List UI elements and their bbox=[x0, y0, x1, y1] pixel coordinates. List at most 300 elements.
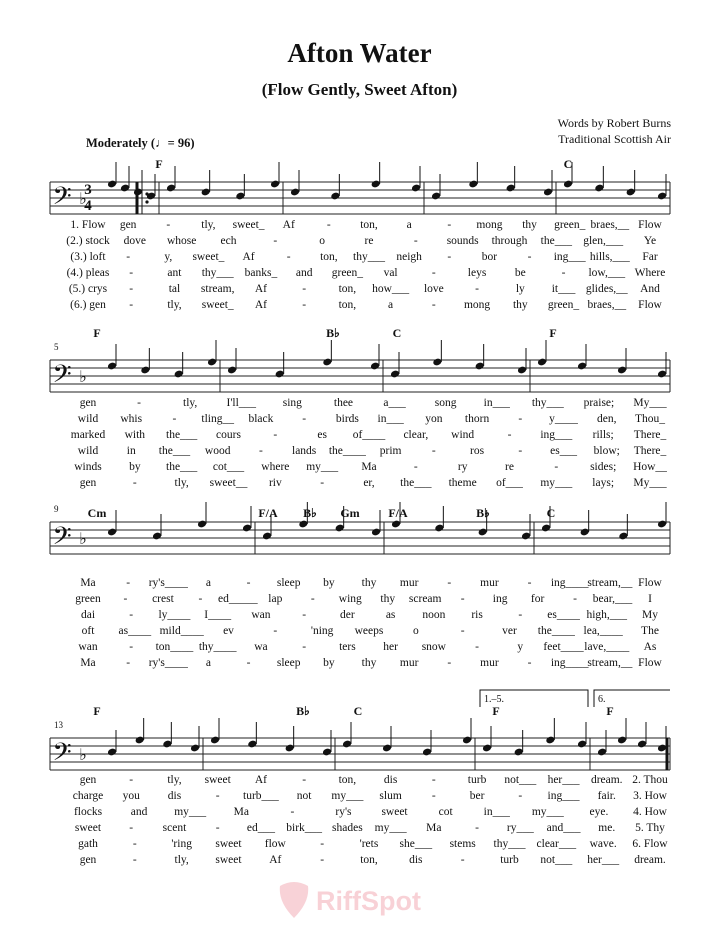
lyric-syllable: I bbox=[648, 593, 652, 605]
lyric-syllable: love bbox=[423, 283, 444, 295]
lyric-syllable: - bbox=[123, 593, 128, 605]
lyric-syllable: not___ bbox=[504, 774, 537, 786]
lyric-syllable: - bbox=[129, 609, 134, 621]
lyric-syllable: turb___ bbox=[243, 790, 279, 802]
lyric-syllable: - bbox=[129, 822, 134, 834]
lyric-syllable: sleep bbox=[276, 577, 301, 589]
lyric-syllable: my___ bbox=[174, 806, 207, 818]
lyric-syllable: the___ bbox=[400, 477, 432, 489]
lyric-syllable: - bbox=[554, 461, 559, 473]
lyric-syllable: y____ bbox=[549, 413, 578, 425]
lyric-syllable: - bbox=[129, 774, 134, 786]
lyric-syllable: sweet_ bbox=[192, 251, 225, 263]
lyric-syllable: birds bbox=[335, 413, 359, 425]
lyric-syllable: - bbox=[166, 219, 171, 231]
lyric-syllable: leys bbox=[467, 267, 487, 279]
bass-clef-icon: 𝄢 bbox=[52, 361, 72, 394]
lyric-syllable: the____ bbox=[328, 445, 366, 457]
lyric-syllable: not___ bbox=[540, 854, 573, 866]
lyric-syllable: - bbox=[137, 397, 142, 409]
lyric-syllable: lave,____ bbox=[584, 641, 630, 653]
chord-symbol: C bbox=[392, 326, 402, 340]
lyric-syllable: stream,__ bbox=[587, 657, 633, 669]
chord-symbol: Gm bbox=[340, 506, 360, 520]
lyric-syllable: bear,___ bbox=[592, 593, 633, 605]
lyric-syllable: hills,___ bbox=[589, 251, 630, 263]
lyric-syllable: es___ bbox=[550, 445, 577, 457]
lyric-syllable: whose bbox=[166, 235, 197, 247]
lyric-syllable: Ye bbox=[643, 235, 657, 247]
lyric-syllable: bor bbox=[481, 251, 498, 263]
lyric-syllable: gen bbox=[119, 219, 137, 231]
lyric-syllable: ev bbox=[223, 625, 234, 637]
lyric-syllable: - bbox=[475, 283, 479, 295]
lyric-syllable: stream,__ bbox=[587, 577, 633, 589]
lyric-syllable: - bbox=[129, 641, 134, 653]
flat-key-signature-icon: ♭ bbox=[79, 191, 87, 208]
lyric-syllable: her___ bbox=[547, 774, 580, 786]
lyric-syllable: val bbox=[383, 267, 398, 279]
lyric-syllable: clear___ bbox=[536, 838, 577, 850]
watermark-text: RiffSpot bbox=[316, 886, 421, 916]
lyric-syllable: my___ bbox=[374, 822, 407, 834]
repeat-dot bbox=[145, 192, 148, 195]
lyric-syllable: cot bbox=[438, 806, 453, 818]
lyric-syllable: thy___ bbox=[353, 251, 385, 263]
lyric-syllable: and___ bbox=[546, 822, 581, 834]
lyric-syllable: dream. bbox=[634, 854, 666, 866]
lyric-syllable: - bbox=[431, 774, 436, 786]
lyric-syllable: prim bbox=[379, 445, 402, 457]
lyric-syllable: - bbox=[431, 445, 436, 457]
lyric-syllable: sides; bbox=[590, 461, 617, 473]
lyric-syllable: (6.) gen bbox=[70, 299, 106, 311]
lyric-syllable: for bbox=[530, 593, 545, 605]
lyric-syllable: ech bbox=[220, 235, 237, 247]
lyric-syllable: mur bbox=[399, 577, 419, 589]
lyric-syllable: - bbox=[475, 641, 479, 653]
lyric-syllable: ing___ bbox=[540, 429, 573, 441]
lyric-syllable: sweet bbox=[74, 822, 102, 834]
lyric-syllable: sweet__ bbox=[209, 477, 248, 489]
lyric-syllable: gen bbox=[79, 774, 97, 786]
lyric-syllable: - bbox=[198, 593, 203, 605]
tempo-marking: Moderately (♩= 96) bbox=[86, 136, 195, 150]
lyric-syllable: thy bbox=[380, 593, 396, 605]
lyric-syllable: mild____ bbox=[159, 625, 204, 637]
measure-number: 13 bbox=[54, 720, 63, 730]
lyric-syllable: wild bbox=[77, 413, 99, 425]
chord-symbol: F/A bbox=[258, 506, 278, 520]
lyric-syllable: - bbox=[302, 413, 307, 425]
lyric-syllable: tling__ bbox=[201, 413, 234, 425]
lyric-syllable: Af bbox=[269, 854, 282, 866]
lyric-syllable: - bbox=[126, 251, 131, 263]
lyric-syllable: - bbox=[302, 641, 307, 653]
lyric-syllable: - bbox=[126, 577, 131, 589]
lyric-syllable: flow bbox=[264, 838, 286, 850]
lyric-syllable: lays; bbox=[592, 477, 615, 489]
lyric-syllable: - bbox=[573, 593, 577, 605]
lyric-syllable: glides,__ bbox=[585, 283, 628, 295]
lyric-syllable: es bbox=[317, 429, 327, 441]
lyric-syllable: a bbox=[388, 299, 394, 311]
chord-symbol: F bbox=[492, 704, 500, 718]
lyric-syllable: yon bbox=[425, 413, 443, 425]
lyric-syllable: noon bbox=[422, 609, 446, 621]
lyric-syllable: ton, bbox=[338, 774, 357, 786]
lyric-syllable: feet____ bbox=[543, 641, 584, 653]
lyric-syllable: ly bbox=[515, 283, 525, 295]
lyric-syllable: in bbox=[126, 445, 136, 457]
lyric-syllable: ry's____ bbox=[148, 657, 188, 669]
chord-symbol: C bbox=[546, 506, 556, 520]
measure-number: 5 bbox=[54, 342, 59, 352]
lyric-syllable: weeps bbox=[354, 625, 384, 637]
lyric-syllable: - bbox=[447, 577, 452, 589]
lyric-syllable: in___ bbox=[483, 806, 510, 818]
lyric-syllable: a bbox=[205, 657, 211, 669]
lyric-syllable: - bbox=[507, 429, 512, 441]
song-subtitle: (Flow Gently, Sweet Afton) bbox=[261, 80, 458, 99]
lyric-syllable: how___ bbox=[372, 283, 410, 295]
lyric-syllable: den, bbox=[597, 413, 617, 425]
lyric-syllable: braes,__ bbox=[590, 219, 630, 231]
lyric-syllable: low,___ bbox=[588, 267, 626, 279]
lyric-syllable: My___ bbox=[633, 397, 667, 409]
lyric-syllable: - bbox=[215, 822, 220, 834]
lyric-syllable: - bbox=[310, 593, 315, 605]
lyric-syllable: ing bbox=[492, 593, 508, 605]
lyric-syllable: scream bbox=[408, 593, 442, 605]
lyric-syllable: o bbox=[412, 625, 419, 637]
lyric-syllable: - bbox=[259, 445, 263, 457]
measure-number: 9 bbox=[54, 504, 59, 514]
song-title: Afton Water bbox=[287, 38, 432, 68]
lyric-syllable: my___ bbox=[540, 477, 573, 489]
lyric-syllable: neigh bbox=[396, 251, 422, 263]
lyric-syllable: lea,____ bbox=[583, 625, 623, 637]
lyric-syllable: Ma bbox=[233, 806, 249, 818]
lyric-syllable: tal bbox=[168, 283, 181, 295]
lyric-syllable: by bbox=[323, 577, 335, 589]
lyric-syllable: thorn bbox=[464, 413, 490, 425]
lyric-syllable: ry bbox=[457, 461, 468, 473]
lyric-syllable: green_ bbox=[331, 267, 364, 279]
lyric-syllable: lands bbox=[292, 445, 317, 457]
lyric-syllable: 1. Flow bbox=[70, 219, 106, 231]
lyric-syllable: - bbox=[527, 657, 532, 669]
lyric-syllable: - bbox=[129, 283, 134, 295]
lyric-syllable: - bbox=[320, 854, 325, 866]
lyric-syllable: - bbox=[302, 609, 307, 621]
lyric-syllable: braes,__ bbox=[587, 299, 627, 311]
chord-symbol: C bbox=[353, 704, 363, 718]
lyric-syllable: (2.) stock bbox=[66, 235, 110, 247]
lyric-syllable: - bbox=[273, 235, 278, 247]
lyric-syllable: Where bbox=[634, 267, 666, 279]
lyric-syllable: she___ bbox=[399, 838, 433, 850]
lyric-syllable: a bbox=[205, 577, 211, 589]
lyric-syllable: - bbox=[447, 219, 452, 231]
lyric-syllable: - bbox=[518, 790, 523, 802]
lyric-syllable: with bbox=[124, 429, 146, 441]
lyric-syllable: - bbox=[129, 299, 134, 311]
lyric-syllable: my___ bbox=[331, 790, 364, 802]
lyric-syllable: o bbox=[319, 235, 326, 247]
lyric-syllable: snow bbox=[421, 641, 446, 653]
lyric-syllable: Far bbox=[642, 251, 658, 263]
lyric-syllable: in___ bbox=[377, 413, 404, 425]
lyric-syllable: mong bbox=[463, 299, 491, 311]
lyric-syllable: ing____ bbox=[550, 657, 589, 669]
time-signature-top: 3 bbox=[84, 182, 92, 198]
lyric-syllable: sweet_ bbox=[232, 219, 265, 231]
lyric-syllable: (5.) crys bbox=[68, 283, 108, 295]
lyric-syllable: turb bbox=[500, 854, 519, 866]
lyric-syllable: - bbox=[431, 790, 436, 802]
chord-symbol: B♭ bbox=[303, 506, 317, 520]
lyric-syllable: - bbox=[475, 822, 479, 834]
lyric-syllable: the___ bbox=[158, 445, 191, 457]
lyric-syllable: by bbox=[323, 657, 335, 669]
lyric-syllable: a bbox=[406, 219, 412, 231]
lyric-syllable: my___ bbox=[306, 461, 339, 473]
chord-symbol: B♭ bbox=[296, 704, 310, 718]
lyric-syllable: of____ bbox=[352, 429, 386, 441]
lyric-syllable: praise; bbox=[583, 397, 615, 409]
chord-symbol: F bbox=[549, 326, 557, 340]
lyric-syllable: green_ bbox=[554, 219, 586, 231]
lyric-syllable: mur bbox=[480, 577, 499, 589]
lyric-syllable: stream, bbox=[200, 283, 235, 295]
lyric-syllable: es____ bbox=[547, 609, 580, 621]
lyric-syllable: thy___ bbox=[531, 397, 564, 409]
lyric-syllable: stems bbox=[449, 838, 476, 850]
lyric-syllable: 3. How bbox=[633, 790, 667, 802]
lyric-syllable: - bbox=[431, 299, 436, 311]
lyric-syllable: 6. Flow bbox=[632, 838, 668, 850]
lyric-syllable: marked bbox=[70, 429, 106, 441]
lyric-syllable: - bbox=[215, 790, 220, 802]
lyric-syllable: oft bbox=[81, 625, 95, 637]
lyric-syllable: thy____ bbox=[198, 641, 237, 653]
guitar-pick-icon bbox=[280, 882, 308, 918]
lyric-syllable: (3.) loft bbox=[70, 251, 106, 263]
lyric-syllable: scent bbox=[162, 822, 187, 834]
lyric-syllable: ed___ bbox=[246, 822, 275, 834]
lyric-syllable: ris bbox=[471, 609, 483, 621]
lyric-syllable: wind bbox=[451, 429, 475, 441]
lyric-syllable: ing____ bbox=[550, 577, 589, 589]
lyric-syllable: ton, bbox=[360, 219, 378, 231]
lyric-syllable: tly, bbox=[167, 299, 182, 311]
lyric-syllable: mur bbox=[399, 657, 419, 669]
lyric-syllable: tly, bbox=[201, 219, 216, 231]
lyric-syllable: ing___ bbox=[547, 790, 580, 802]
lyric-syllable: as bbox=[385, 609, 396, 621]
lyric-syllable: wan bbox=[251, 609, 271, 621]
lyric-syllable: her___ bbox=[587, 854, 620, 866]
lyric-syllable: thee bbox=[333, 397, 354, 409]
lyric-syllable: slum bbox=[379, 790, 402, 802]
lyric-syllable: wave. bbox=[589, 838, 617, 850]
lyric-syllable: mur bbox=[480, 657, 499, 669]
lyric-syllable: through bbox=[491, 235, 528, 247]
lyric-syllable: her bbox=[383, 641, 398, 653]
lyric-syllable: riv bbox=[268, 477, 282, 489]
lyric-syllable: wood bbox=[204, 445, 231, 457]
lyric-syllable: re bbox=[364, 235, 374, 247]
lyric-syllable: and bbox=[130, 806, 148, 818]
lyric-syllable: lap bbox=[268, 593, 283, 605]
lyric-syllable: ton____ bbox=[155, 641, 194, 653]
lyric-syllable: - bbox=[132, 838, 137, 850]
lyric-syllable: theme bbox=[448, 477, 477, 489]
lyric-syllable: in___ bbox=[483, 397, 510, 409]
lyric-syllable: 'ning bbox=[310, 625, 334, 637]
lyric-syllable: blow; bbox=[593, 445, 620, 457]
lyric-syllable: - bbox=[286, 251, 291, 263]
lyric-syllable: ry___ bbox=[506, 822, 534, 834]
lyric-syllable: There_ bbox=[633, 429, 667, 441]
lyric-syllable: The bbox=[641, 625, 659, 637]
lyric-syllable: charge bbox=[72, 790, 104, 802]
lyric-syllable: - bbox=[527, 251, 532, 263]
lyric-syllable: the____ bbox=[537, 625, 575, 637]
lyric-syllable: wing bbox=[338, 593, 362, 605]
lyric-syllable: rills; bbox=[592, 429, 614, 441]
lyric-syllable: sweet bbox=[215, 854, 242, 866]
lyric-syllable: As bbox=[643, 641, 657, 653]
lyric-syllable: - bbox=[460, 854, 465, 866]
lyric-syllable: 'rets bbox=[359, 838, 379, 850]
lyric-syllable: the___ bbox=[540, 235, 572, 247]
lyric-syllable: - bbox=[460, 625, 465, 637]
lyric-syllable: - bbox=[132, 854, 137, 866]
lyric-syllable: sleep bbox=[276, 657, 301, 669]
lyric-syllable: Flow bbox=[638, 577, 662, 589]
lyric-syllable: - bbox=[518, 445, 523, 457]
lyric-syllable: dove bbox=[123, 235, 147, 247]
lyric-syllable: - bbox=[172, 413, 177, 425]
lyric-syllable: - bbox=[273, 429, 278, 441]
lyric-syllable: 5. Thy bbox=[635, 822, 665, 834]
lyric-syllable: - bbox=[447, 251, 452, 263]
lyric-syllable: me. bbox=[598, 822, 616, 834]
lyric-syllable: - bbox=[302, 774, 307, 786]
time-signature-bottom: 4 bbox=[84, 198, 92, 214]
chord-symbol: F bbox=[93, 704, 101, 718]
lyric-syllable: glen,___ bbox=[583, 235, 624, 247]
lyric-syllable: a___ bbox=[383, 397, 406, 409]
lyric-syllable: dream. bbox=[590, 774, 623, 786]
lyric-syllable: Af bbox=[282, 219, 295, 231]
lyric-syllable: - bbox=[302, 283, 307, 295]
lyric-syllable: wild bbox=[77, 445, 99, 457]
lyric-syllable: y bbox=[517, 641, 524, 653]
lyric-syllable: gen bbox=[79, 397, 97, 409]
lyric-syllable: sweet bbox=[215, 838, 242, 850]
lyric-syllable: ry's____ bbox=[148, 577, 188, 589]
lyric-syllable: song bbox=[434, 397, 457, 409]
lyric-syllable: 'ring bbox=[171, 838, 192, 850]
lyric-syllable: ros bbox=[470, 445, 485, 457]
lyric-syllable: There_ bbox=[633, 445, 667, 457]
lyric-syllable: re bbox=[505, 461, 514, 473]
lyric-syllable: black bbox=[248, 413, 274, 425]
lyric-syllable: - bbox=[527, 577, 532, 589]
lyric-syllable: ters bbox=[339, 641, 356, 653]
bass-clef-icon: 𝄢 bbox=[52, 183, 72, 216]
lyric-syllable: thy bbox=[512, 299, 528, 311]
lyric-syllable: tly, bbox=[183, 397, 198, 409]
lyric-syllable: - bbox=[431, 267, 436, 279]
lyric-syllable: thy bbox=[361, 577, 377, 589]
lyric-syllable: gath bbox=[78, 838, 98, 850]
lyric-syllable: - bbox=[413, 235, 418, 247]
lyric-syllable: - bbox=[132, 477, 137, 489]
lyric-syllable: thy bbox=[522, 219, 537, 231]
lyric-syllable: I____ bbox=[204, 609, 232, 621]
lyric-syllable: whis bbox=[120, 413, 143, 425]
second-ending-label: 6. bbox=[598, 694, 606, 705]
lyric-syllable: And bbox=[640, 283, 660, 295]
lyric-syllable: - bbox=[320, 838, 325, 850]
flat-key-signature-icon: ♭ bbox=[79, 369, 87, 386]
lyric-syllable: der bbox=[340, 609, 355, 621]
lyric-syllable: thy___ bbox=[493, 838, 526, 850]
chord-symbol: F/A bbox=[388, 506, 408, 520]
lyric-syllable: fair. bbox=[597, 790, 616, 802]
lyric-syllable: by bbox=[129, 461, 141, 473]
flat-key-signature-icon: ♭ bbox=[79, 531, 87, 548]
lyric-syllable: tly, bbox=[167, 774, 182, 786]
lyric-syllable: - bbox=[126, 657, 131, 669]
lyric-syllable: Flow bbox=[638, 219, 662, 231]
lyric-syllable: ing___ bbox=[553, 251, 586, 263]
lyric-syllable: banks_ bbox=[244, 267, 278, 279]
lyric-syllable: ed_____ bbox=[218, 593, 258, 605]
lyric-syllable: dis bbox=[167, 790, 182, 802]
lyric-syllable: Flow bbox=[638, 657, 662, 669]
chord-symbol: F bbox=[155, 157, 163, 171]
lyric-syllable: - bbox=[326, 219, 331, 231]
lyric-syllable: winds bbox=[74, 461, 102, 473]
lyric-syllable: it___ bbox=[551, 283, 576, 295]
bass-clef-icon: 𝄢 bbox=[52, 739, 72, 772]
lyric-syllable: the___ bbox=[166, 461, 198, 473]
chord-symbol: B♭ bbox=[476, 506, 490, 520]
lyric-syllable: green_ bbox=[547, 299, 580, 311]
lyric-syllable: sweet bbox=[381, 806, 408, 818]
lyric-syllable: (4.) pleas bbox=[66, 267, 110, 279]
lyric-syllable: - bbox=[246, 657, 251, 669]
lyric-syllable: ant bbox=[167, 267, 182, 279]
lyric-syllable: thy bbox=[361, 657, 377, 669]
lyric-syllable: - bbox=[290, 806, 295, 818]
lyric-syllable: tly, bbox=[174, 854, 189, 866]
lyric-syllable: the___ bbox=[166, 429, 198, 441]
lyric-syllable: My bbox=[642, 609, 658, 621]
lyric-syllable: gen bbox=[79, 854, 97, 866]
lyric-syllable: where bbox=[261, 461, 290, 473]
lyric-syllable: - bbox=[447, 657, 452, 669]
quarter-note-icon: ♩ bbox=[155, 136, 168, 150]
first-ending-label: 1.–5. bbox=[484, 694, 504, 705]
lyric-syllable: y, bbox=[164, 251, 173, 263]
lyric-syllable: Af bbox=[254, 774, 267, 786]
